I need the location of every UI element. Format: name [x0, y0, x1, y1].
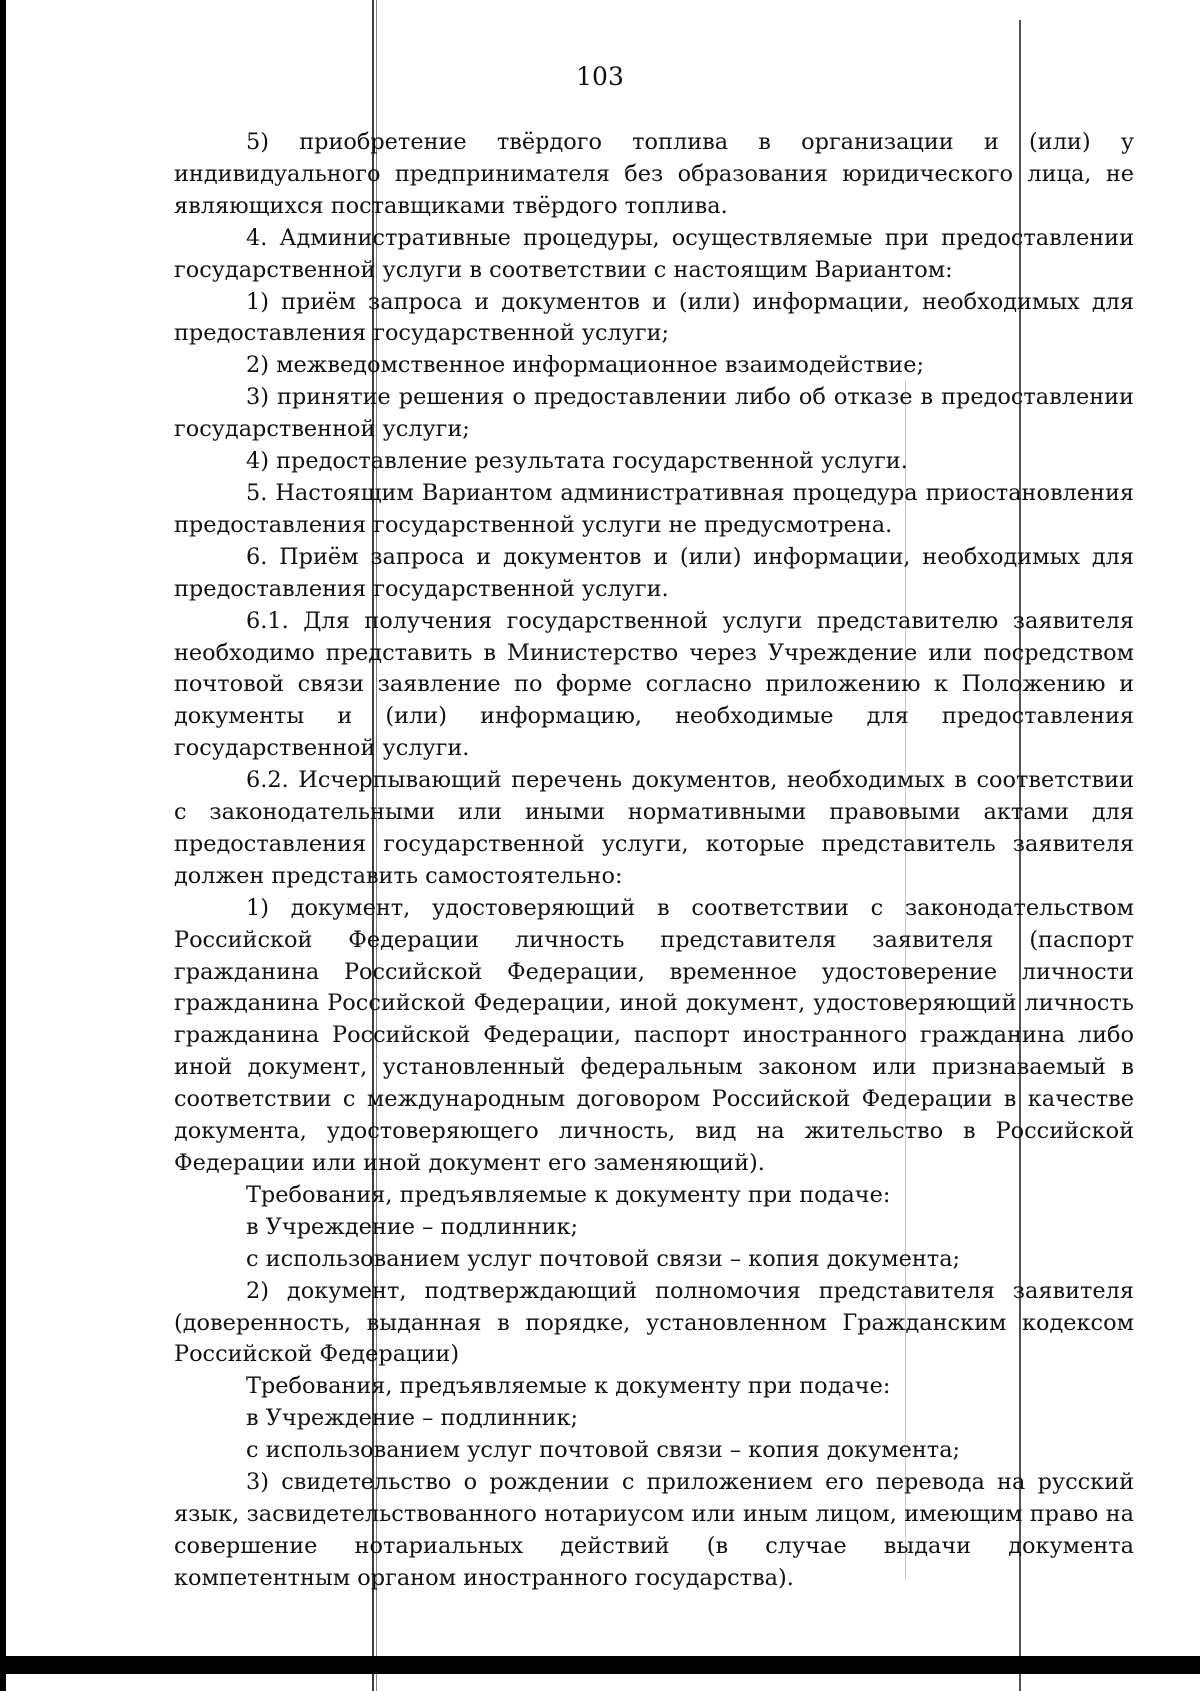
paragraph: в Учреждение – подлинник;	[246, 1213, 579, 1240]
paragraph: в Учреждение – подлинник;	[246, 1405, 579, 1432]
paragraph: 2) документ, подтверждающий полномочия представителя заявителя (доверенность, выданная в порядке, установленном Гражданским кодексом Российской Федерации)	[174, 1277, 1134, 1368]
paragraph: Требования, предъявляемые к документу при подаче:	[246, 1373, 891, 1400]
paragraph: 2) межведомственное информационное взаимодействие;	[246, 352, 925, 379]
paragraph: 5. Настоящим Вариантом административная процедура приостановления предоставления государственной услуги не предусмотрена.	[174, 479, 1134, 538]
scan-left-edge	[0, 0, 6, 1691]
paragraph: 6.1. Для получения государственной услуги представителю заявителя необходимо представить в Министерство через Учреждение или посредством почтовой связи заявление по форме согласно приложению к Положению и документы и (или) информацию, необходимые для предоставления государственной услуги.	[174, 607, 1134, 762]
paragraph: 3) принятие решения о предоставлении либо об отказе в предоставлении государственной услуги;	[174, 384, 1134, 443]
paragraph: 6. Приём запроса и документов и (или) информации, необходимых для предоставления государственной услуги.	[174, 543, 1134, 602]
paragraph: 4) предоставление результата государственной услуги.	[246, 448, 908, 475]
paragraph: с использованием услуг почтовой связи – копия документа;	[246, 1437, 961, 1464]
paragraph: 1) приём запроса и документов и (или) информации, необходимых для предоставления государственной услуги;	[174, 288, 1134, 347]
paragraph: 6.2. Исчерпывающий перечень документов, необходимых в соответствии с законодательными или иными нормативными правовыми актами для предоставления государственной услуги, которые представитель заявителя должен представить самостоятельно:	[174, 767, 1134, 889]
paragraph: с использованием услуг почтовой связи – копия документа;	[246, 1245, 961, 1272]
paragraph: Требования, предъявляемые к документу при подаче:	[246, 1181, 891, 1208]
document-body	[174, 127, 1134, 1595]
paragraph: 5) приобретение твёрдого топлива в организации и (или) у индивидуального предпринимателя без образования юридического лица, не являющихся поставщиками твёрдого топлива.	[174, 129, 1134, 219]
page-number: 103	[576, 62, 624, 91]
scan-bottom-edge	[0, 1656, 1200, 1674]
paragraph: 1) документ, удостоверяющий в соответствии с законодательством Российской Федерации личность представителя заявителя (паспорт гражданина Российской Федерации, временное удостоверение личности гражданина Российской Федерации, иной документ, удостоверяющий личность гражданина Российской Федерации, паспорт иностранного гражданина либо иной документ, установленный федеральным законом или признаваемый в соответствии с международным договором Российской Федерации в качестве документа, удостоверяющего личность, вид на жительство в Российской Федерации или иной документ его заменяющий).	[174, 894, 1134, 1176]
paragraph: 3) свидетельство о рождении с приложением его перевода на русский язык, засвидетельствованного нотариусом или иным лицом, имеющим право на совершение нотариальных действий (в случае выдачи документа компетентным органом иностранного государства).	[174, 1469, 1134, 1591]
paragraph: 4. Административные процедуры, осуществляемые при предоставлении государственной услуги в соответствии с настоящим Вариантом:	[174, 224, 1134, 283]
